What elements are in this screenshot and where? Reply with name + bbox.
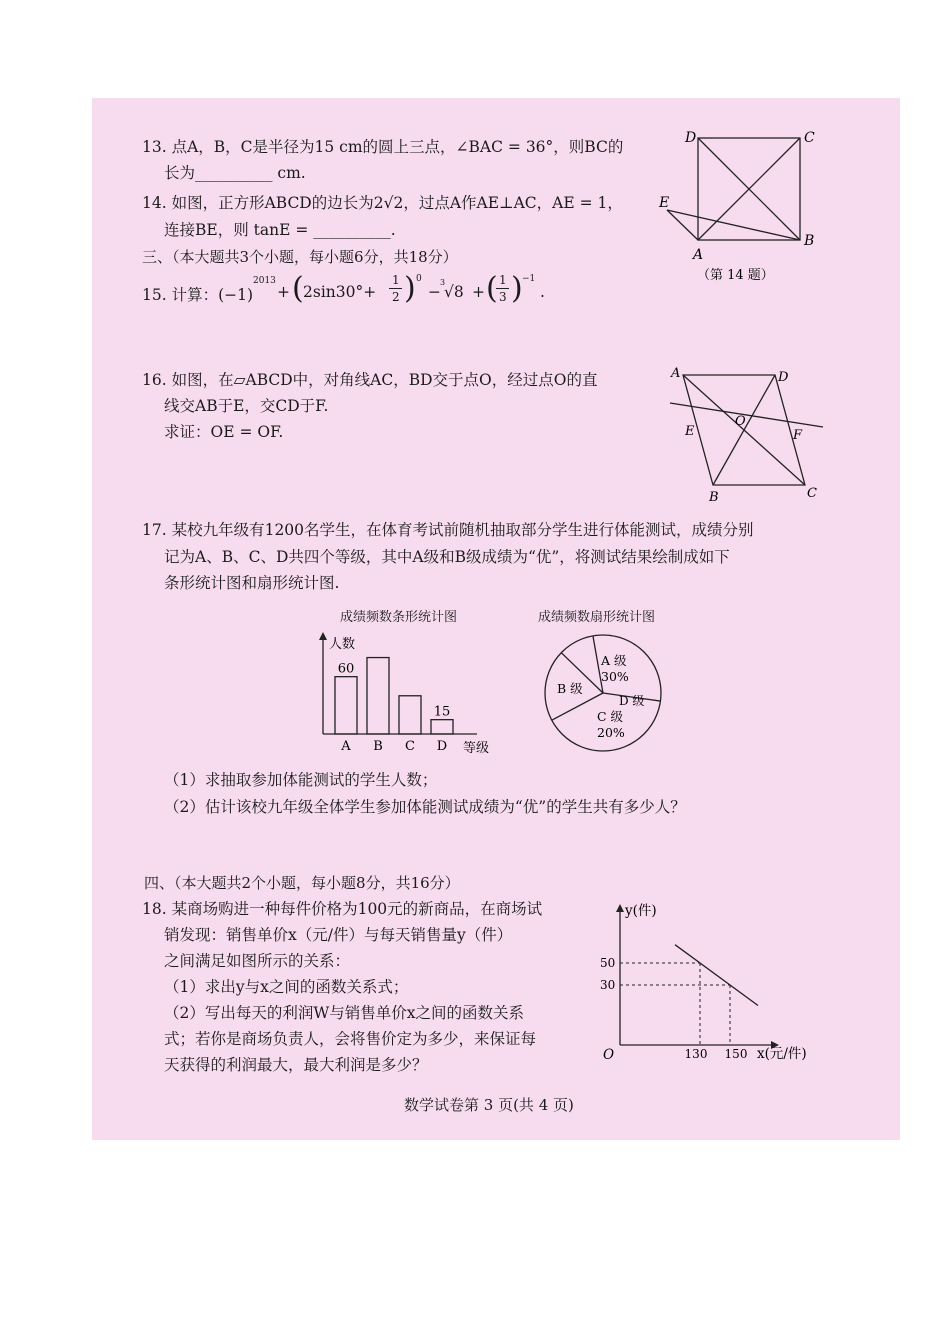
y-arrow-icon bbox=[319, 632, 327, 640]
q14-line1: 14. 如图，正方形ABCD的边长为2√2，过点A作AE⊥AC，AE = 1， bbox=[142, 194, 623, 212]
q15-exp-neg1: −1 bbox=[522, 274, 536, 284]
q15-expression bbox=[142, 272, 562, 312]
pie-pct-c: 20% bbox=[597, 725, 625, 740]
q15-paren2-close: ) bbox=[511, 271, 523, 306]
graph-y-arrow-icon bbox=[616, 904, 624, 912]
q16-label-a: A bbox=[671, 366, 681, 381]
q15-paren2-open: ( bbox=[486, 271, 498, 306]
bar-data-label-d: 15 bbox=[433, 704, 451, 720]
q17-line3: 条形统计图和扇形统计图. bbox=[164, 574, 340, 592]
bar-tick-a: A bbox=[341, 739, 351, 754]
graph-tick-50: 50 bbox=[600, 956, 616, 970]
q14-label-a: A bbox=[693, 247, 704, 263]
bar-a bbox=[335, 677, 357, 734]
q15-exp-0: 0 bbox=[416, 274, 422, 284]
bar-chart bbox=[305, 628, 505, 758]
q18-graph bbox=[595, 895, 825, 1065]
q16-label-c: C bbox=[807, 486, 817, 501]
pie-label-b: B 级 bbox=[557, 681, 583, 696]
graph-origin: O bbox=[603, 1047, 615, 1063]
q16-line2: 线交AB于E，交CD于F. bbox=[164, 397, 329, 415]
q13-line2: 长为__________ cm. bbox=[164, 164, 306, 182]
pie-label-c: C 级 bbox=[597, 709, 624, 724]
q15-minus: − bbox=[428, 283, 441, 301]
q16-label-d: D bbox=[778, 370, 789, 385]
q14-line2: 连接BE，则 tanE = __________. bbox=[164, 221, 396, 239]
q14-label-d: D bbox=[685, 130, 697, 146]
q15-cbrt-index: 3 bbox=[440, 278, 446, 287]
q18-line5: （2）写出每天的利润W与销售单价x之间的函数关系 bbox=[164, 1004, 525, 1022]
bar-tick-d: D bbox=[436, 739, 448, 754]
q14-caption: （第 14 题） bbox=[697, 268, 774, 283]
q18-line4: （1）求出y与x之间的函数关系式； bbox=[164, 978, 409, 996]
q17-sub1: （1）求抽取参加体能测试的学生人数； bbox=[164, 771, 438, 789]
bar-d bbox=[431, 720, 453, 734]
graph-tick-150: 150 bbox=[724, 1047, 748, 1061]
q14-figure bbox=[655, 125, 825, 285]
q15-paren-close: ) bbox=[404, 271, 416, 306]
graph-function-line bbox=[675, 945, 758, 1006]
q17-sub2: （2）估计该校九年级全体学生参加体能测试成绩为“优”的学生共有多少人？ bbox=[164, 798, 686, 816]
pie-chart-title: 成绩频数扇形统计图 bbox=[538, 610, 656, 625]
bar-y-label: 人数 bbox=[329, 637, 356, 652]
graph-y-label: y(件) bbox=[625, 903, 657, 919]
q15-prefix: 15. 计算：(−1) bbox=[142, 286, 254, 304]
section-3-heading: 三、（本大题共3个小题，每小题6分，共18分） bbox=[142, 248, 458, 266]
pie-pct-a: 30% bbox=[601, 669, 629, 684]
q15-frac2-den: 3 bbox=[499, 290, 507, 304]
q15-frac2-num: 1 bbox=[499, 273, 507, 287]
q15-plus1: + bbox=[277, 283, 290, 301]
q15-cbrt: √8 bbox=[444, 283, 464, 301]
q16-figure bbox=[665, 365, 830, 510]
q17-line2: 记为A、B、C、D共四个等级，其中A级和B级成绩为“优”，将测试结果绘制成如下 bbox=[164, 548, 730, 566]
bar-tick-c: C bbox=[405, 739, 415, 754]
q16-label-e: E bbox=[685, 424, 695, 439]
bar-chart-title: 成绩频数条形统计图 bbox=[340, 610, 458, 625]
q14-label-b: B bbox=[804, 233, 815, 249]
graph-x-label: x(元/件) bbox=[757, 1046, 807, 1062]
q15-plus2: + bbox=[472, 283, 485, 301]
pie-slice-3 bbox=[552, 693, 603, 720]
q17-line1: 17. 某校九年级有1200名学生，在体育考试前随机抽取部分学生进行体能测试，成绩分别 bbox=[142, 521, 754, 539]
q14-label-c: C bbox=[804, 130, 815, 146]
q16-label-b: B bbox=[709, 490, 719, 505]
q18-line7: 天获得的利润最大，最大利润是多少？ bbox=[164, 1056, 428, 1074]
bar-c bbox=[399, 696, 421, 734]
bar-b bbox=[367, 658, 389, 734]
q15-frac2-bar bbox=[496, 288, 509, 289]
q18-line3: 之间满足如图所示的关系： bbox=[164, 952, 351, 970]
graph-tick-30: 30 bbox=[600, 978, 616, 992]
q16-line3: 求证：OE = OF. bbox=[164, 423, 284, 441]
page-footer: 数学试卷第 3 页(共 4 页) bbox=[404, 1096, 574, 1114]
q18-line2: 销发现：销售单价x（元/件）与每天销售量y（件） bbox=[164, 926, 513, 944]
q15-frac-bar bbox=[389, 288, 402, 289]
q16-label-o: O bbox=[735, 414, 746, 429]
bar-data-label-a: 60 bbox=[337, 661, 355, 677]
q18-line1: 18. 某商场购进一种每件价格为100元的新商品，在商场试 bbox=[142, 900, 543, 918]
pie-label-a: A 级 bbox=[601, 653, 627, 668]
q15-exp-2013: 2013 bbox=[253, 276, 276, 286]
q15-frac-den: 2 bbox=[392, 290, 400, 304]
q16-line1: 16. 如图，在▱ABCD中，对角线AC，BD交于点O，经过点O的直 bbox=[142, 371, 598, 389]
graph-tick-130: 130 bbox=[684, 1047, 708, 1061]
q18-line6: 式；若你是商场负责人，会将售价定为多少，来保证每 bbox=[164, 1030, 537, 1048]
q15-paren-open: ( bbox=[292, 271, 304, 306]
bar-tick-b: B bbox=[373, 739, 383, 754]
q14-label-e: E bbox=[659, 195, 670, 211]
q13-line1: 13. 点A，B，C是半径为15 cm的圆上三点，∠BAC = 36°，则BC的 bbox=[142, 138, 624, 156]
section-4-heading: 四、（本大题共2个小题，每小题8分，共16分） bbox=[144, 874, 460, 892]
bar-x-label: 等级 bbox=[463, 741, 490, 756]
q15-frac-num: 1 bbox=[392, 273, 400, 287]
q15-sin-part: 2sin30°+ bbox=[303, 283, 377, 301]
q15-end: . bbox=[540, 283, 545, 301]
q16-label-f: F bbox=[793, 428, 803, 443]
pie-label-d: D 级 bbox=[619, 694, 645, 708]
pie-chart bbox=[535, 625, 675, 755]
